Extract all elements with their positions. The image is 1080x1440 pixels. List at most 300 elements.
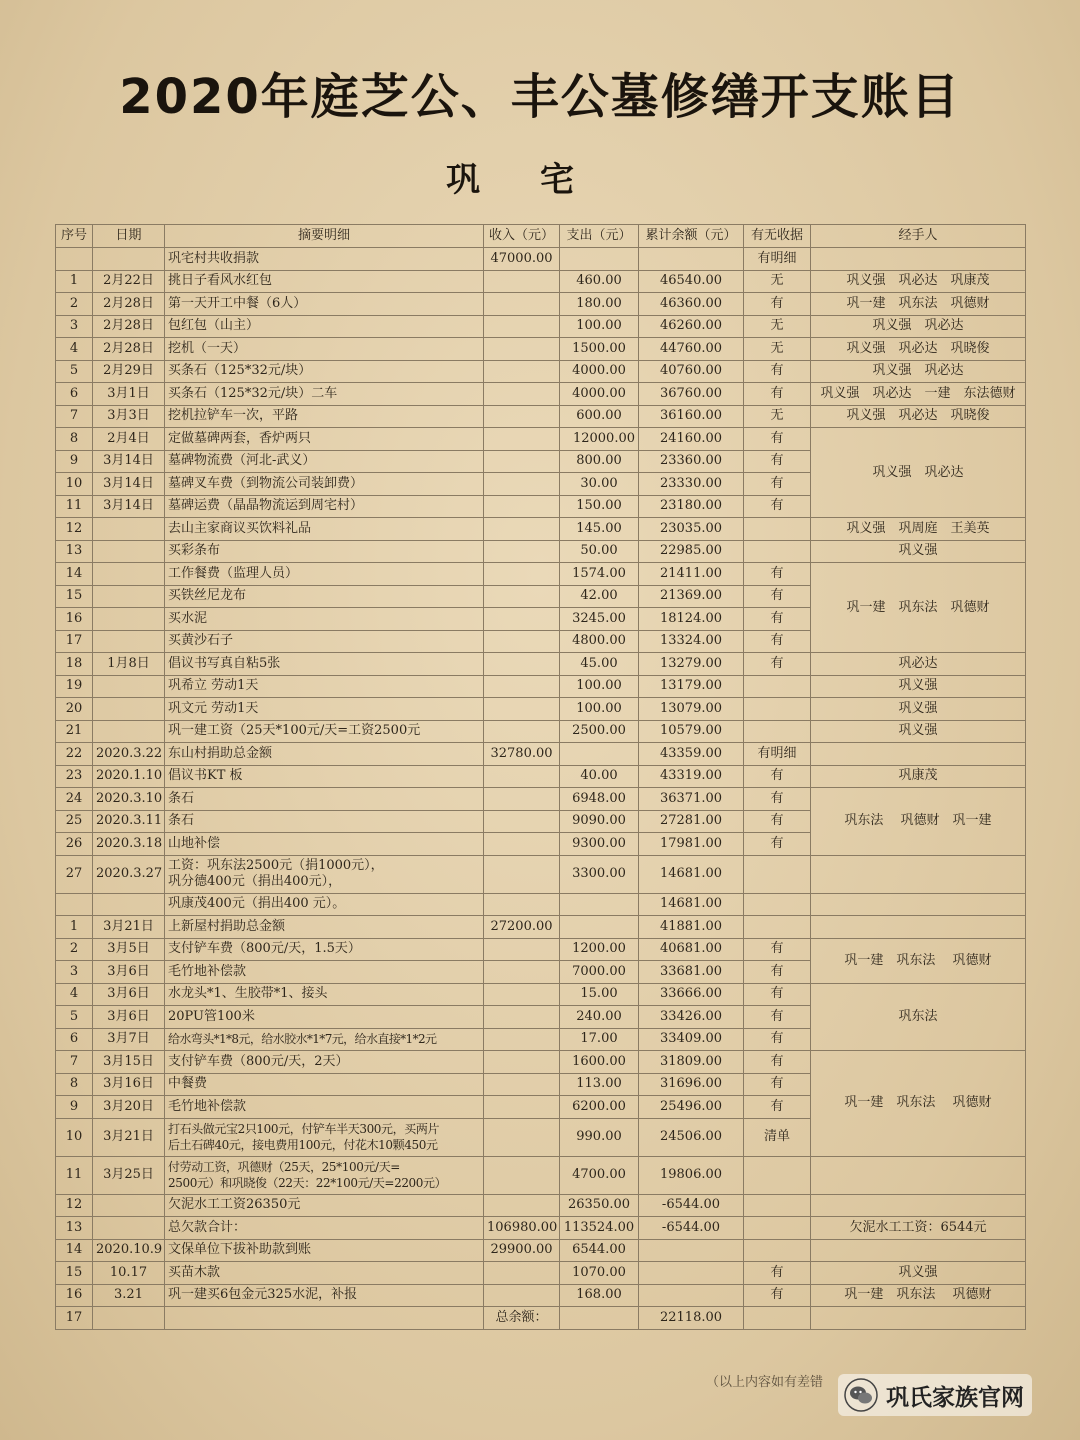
cell-expense: 1574.00 (560, 563, 639, 586)
cell-desc: 支付铲车费（800元/天，1.5天） (165, 938, 484, 961)
cell-no: 6 (56, 1028, 93, 1051)
cell-receipt: 有 (744, 428, 811, 451)
cell-balance: 36371.00 (639, 788, 744, 811)
cell-desc: 总欠款合计： (165, 1217, 484, 1240)
cell-date: 3月14日 (93, 495, 165, 518)
cell-desc: 墓碑物流费（河北-武义） (165, 450, 484, 473)
cell-no: 6 (56, 383, 93, 406)
cell-handler: 巩义强 (811, 540, 1026, 563)
cell-handler: 巩义强 巩必达 巩康茂 (811, 270, 1026, 293)
col-handler: 经手人 (811, 225, 1026, 248)
cell-balance: -6544.00 (639, 1194, 744, 1217)
col-no: 序号 (56, 225, 93, 248)
cell-desc: 买条石（125*32元/块）二车 (165, 383, 484, 406)
cell-balance: 43359.00 (639, 743, 744, 766)
cell-no: 4 (56, 338, 93, 361)
cell-no: 16 (56, 608, 93, 631)
table-row (56, 893, 1026, 916)
ledger-table (55, 224, 1026, 1330)
cell-desc: 毛竹地补偿款 (165, 1096, 484, 1119)
desc-line: 打石头做元宝2只100元，付铲车半天300元，买两片 (168, 1122, 440, 1136)
cell-desc: 巩一建工资（25天*100元/天=工资2500元 (165, 720, 484, 743)
cell-balance: 36160.00 (639, 405, 744, 428)
cell-date: 2月28日 (93, 315, 165, 338)
cell-date: 2月22日 (93, 270, 165, 293)
cell-date: 3月21日 (93, 916, 165, 939)
cell-expense: 7000.00 (560, 961, 639, 984)
cell-expense: 17.00 (560, 1028, 639, 1051)
cell-balance: 21411.00 (639, 563, 744, 586)
cell-date: 3.21 (93, 1284, 165, 1307)
cell-desc: 墓碑运费（晶晶物流运到周宅村） (165, 495, 484, 518)
table-header-row (56, 225, 1026, 248)
cell-desc: 买铁丝尼龙布 (165, 585, 484, 608)
cell-expense: 800.00 (560, 450, 639, 473)
cell-no: 17 (56, 1307, 93, 1330)
cell-balance: 33681.00 (639, 961, 744, 984)
cell-no: 13 (56, 1217, 93, 1240)
cell-no: 15 (56, 1262, 93, 1285)
table-row (56, 765, 1026, 788)
cell-handler: 巩义强 (811, 720, 1026, 743)
cell-date: 2020.3.11 (93, 810, 165, 833)
cell-desc: 去山主家商议买饮料礼品 (165, 518, 484, 541)
table-row (56, 1194, 1026, 1217)
cell-balance: 27281.00 (639, 810, 744, 833)
cell-no: 20 (56, 698, 93, 721)
cell-desc: 条石 (165, 788, 484, 811)
col-expense: 支出（元） (560, 225, 639, 248)
cell-expense: 1500.00 (560, 338, 639, 361)
cell-date: 2月28日 (93, 293, 165, 316)
table-row (56, 1284, 1026, 1307)
cell-desc: 定做墓碑两套，香炉两只 (165, 428, 484, 451)
cell-receipt: 有 (744, 1284, 811, 1307)
cell-balance: 17981.00 (639, 833, 744, 856)
cell-no: 3 (56, 961, 93, 984)
cell-no: 12 (56, 1194, 93, 1217)
table-row (56, 720, 1026, 743)
cell-no: 25 (56, 810, 93, 833)
cell-desc: 墓碑叉车费（到物流公司装卸费） (165, 473, 484, 496)
cell-no: 11 (56, 495, 93, 518)
cell-handler: 欠泥水工工资：6544元 (811, 1217, 1026, 1240)
cell-date: 3月16日 (93, 1073, 165, 1096)
cell-desc: 水龙头*1、生胶带*1、接头 (165, 983, 484, 1006)
table-row (56, 1262, 1026, 1285)
cell-balance: 18124.00 (639, 608, 744, 631)
cell-handler: 巩东法 巩德财 巩一建 (811, 788, 1026, 856)
cell-no: 11 (56, 1156, 93, 1194)
cell-receipt: 有 (744, 1073, 811, 1096)
cell-no: 13 (56, 540, 93, 563)
cell-income: 47000.00 (484, 248, 560, 271)
cell-handler: 巩东法 (811, 983, 1026, 1051)
cell-date: 2月4日 (93, 428, 165, 451)
cell-desc: 20PU管100米 (165, 1006, 484, 1029)
cell-desc: 支付铲车费（800元/天，2天） (165, 1051, 484, 1074)
cell-receipt: 有 (744, 360, 811, 383)
cell-receipt: 无 (744, 338, 811, 361)
cell-date: 3月7日 (93, 1028, 165, 1051)
cell-no: 27 (56, 855, 93, 893)
wechat-icon (844, 1378, 878, 1412)
cell-expense: 4000.00 (560, 383, 639, 406)
cell-desc: 买彩条布 (165, 540, 484, 563)
cell-balance: 33409.00 (639, 1028, 744, 1051)
cell-receipt: 有 (744, 293, 811, 316)
cell-desc: 买条石（125*32元/块） (165, 360, 484, 383)
cell-no: 24 (56, 788, 93, 811)
table-row (56, 1156, 1026, 1194)
cell-balance: 36760.00 (639, 383, 744, 406)
cell-no: 8 (56, 1073, 93, 1096)
cell-receipt: 有 (744, 983, 811, 1006)
cell-desc: 工作餐费（监理人员） (165, 563, 484, 586)
cell-handler: 巩义强 巩必达 (811, 360, 1026, 383)
cell-desc: 上新屋村捐助总金额 (165, 916, 484, 939)
cell-desc: 第一天开工中餐（6人） (165, 293, 484, 316)
cell-receipt: 有 (744, 630, 811, 653)
cell-balance: 13279.00 (639, 653, 744, 676)
table-row (56, 293, 1026, 316)
cell-date: 2020.3.10 (93, 788, 165, 811)
cell-expense: 1070.00 (560, 1262, 639, 1285)
cell-desc: 文保单位下拔补助款到账 (165, 1239, 484, 1262)
cell-date: 3月20日 (93, 1096, 165, 1119)
cell-expense: 4800.00 (560, 630, 639, 653)
table-row (56, 1217, 1026, 1240)
cell-no: 12 (56, 518, 93, 541)
cell-balance: 31809.00 (639, 1051, 744, 1074)
cell-desc: 倡议书KT 板 (165, 765, 484, 788)
cell-expense: 15.00 (560, 983, 639, 1006)
cell-expense: 4000.00 (560, 360, 639, 383)
cell-expense: 3245.00 (560, 608, 639, 631)
cell-receipt: 无 (744, 270, 811, 293)
cell-receipt: 有 (744, 608, 811, 631)
cell-expense: 600.00 (560, 405, 639, 428)
cell-receipt: 有 (744, 961, 811, 984)
page-title: 2020年庭芝公、丰公墓修缮开支账目 (119, 69, 961, 125)
cell-expense: 2500.00 (560, 720, 639, 743)
cell-expense: 45.00 (560, 653, 639, 676)
cell-date: 3月14日 (93, 473, 165, 496)
cell-desc: 挑日子看风水红包 (165, 270, 484, 293)
cell-receipt: 清单 (744, 1118, 811, 1156)
table-row (56, 540, 1026, 563)
cell-no: 7 (56, 1051, 93, 1074)
cell-desc: 巩宅村共收捐款 (165, 248, 484, 271)
table-row (56, 360, 1026, 383)
cell-receipt: 有 (744, 473, 811, 496)
desc-line: 工资：巩东法2500元（捐1000元）， (168, 858, 384, 873)
cell-desc: 中餐费 (165, 1073, 484, 1096)
table-row (56, 563, 1026, 586)
cell-balance: 44760.00 (639, 338, 744, 361)
cell-desc (165, 1118, 484, 1156)
cell-expense: 1200.00 (560, 938, 639, 961)
cell-date: 10.17 (93, 1262, 165, 1285)
cell-no: 14 (56, 1239, 93, 1262)
cell-expense: 990.00 (560, 1118, 639, 1156)
cell-receipt: 有 (744, 495, 811, 518)
cell-balance: 14681.00 (639, 893, 744, 916)
table-row (56, 383, 1026, 406)
cell-no: 14 (56, 563, 93, 586)
cell-no: 23 (56, 765, 93, 788)
cell-date: 2020.3.18 (93, 833, 165, 856)
table-row (56, 315, 1026, 338)
table-row (56, 788, 1026, 811)
footer-note: （以上内容如有差错 (706, 1375, 824, 1390)
cell-receipt: 有 (744, 1051, 811, 1074)
cell-income: 106980.00 (484, 1217, 560, 1240)
cell-date: 3月5日 (93, 938, 165, 961)
cell-balance: 13079.00 (639, 698, 744, 721)
cell-handler: 巩一建 巩东法 巩德财 (811, 938, 1026, 983)
cell-expense: 100.00 (560, 675, 639, 698)
cell-balance: 23180.00 (639, 495, 744, 518)
cell-balance: 22118.00 (639, 1307, 744, 1330)
cell-expense: 30.00 (560, 473, 639, 496)
cell-desc: 东山村捐助总金额 (165, 743, 484, 766)
table-row (56, 743, 1026, 766)
table-row (56, 518, 1026, 541)
cell-no: 3 (56, 315, 93, 338)
cell-receipt: 有 (744, 1262, 811, 1285)
cell-balance: 40681.00 (639, 938, 744, 961)
cell-no: 21 (56, 720, 93, 743)
cell-desc: 山地补偿 (165, 833, 484, 856)
cell-balance: 13324.00 (639, 630, 744, 653)
cell-date: 3月25日 (93, 1156, 165, 1194)
cell-no: 10 (56, 1118, 93, 1156)
cell-balance: 46360.00 (639, 293, 744, 316)
cell-date: 3月6日 (93, 983, 165, 1006)
table-row (56, 983, 1026, 1006)
cell-receipt: 有 (744, 765, 811, 788)
cell-expense: 26350.00 (560, 1194, 639, 1217)
cell-balance: 22985.00 (639, 540, 744, 563)
cell-handler: 巩义强 巩必达 一建 东法德财 (811, 383, 1026, 406)
cell-desc: 挖机（一天） (165, 338, 484, 361)
cell-handler: 巩义强 巩必达 巩晓俊 (811, 338, 1026, 361)
cell-no: 4 (56, 983, 93, 1006)
cell-desc: 给水弯头*1*8元，给水胶水*1*7元，给水直接*1*2元 (165, 1028, 484, 1051)
cell-receipt: 有 (744, 938, 811, 961)
cell-no: 5 (56, 1006, 93, 1029)
table-row (56, 338, 1026, 361)
table-row (56, 428, 1026, 451)
cell-expense: 50.00 (560, 540, 639, 563)
cell-handler: 巩康茂 (811, 765, 1026, 788)
cell-handler: 巩义强 巩必达 (811, 428, 1026, 518)
cell-balance: 23330.00 (639, 473, 744, 496)
cell-desc: 买水泥 (165, 608, 484, 631)
cell-handler: 巩一建 巩东法 巩德财 (811, 1051, 1026, 1157)
table-row (56, 1307, 1026, 1330)
table-row (56, 653, 1026, 676)
cell-receipt: 有明细 (744, 743, 811, 766)
cell-desc (165, 855, 484, 893)
cell-date: 3月3日 (93, 405, 165, 428)
cell-expense: 460.00 (560, 270, 639, 293)
cell-no: 15 (56, 585, 93, 608)
cell-receipt: 无 (744, 405, 811, 428)
cell-handler: 巩一建 巩东法 巩德财 (811, 293, 1026, 316)
cell-desc: 巩康茂400元（捐出400 元）。 (165, 893, 484, 916)
table-row (56, 248, 1026, 271)
cell-receipt: 有 (744, 1096, 811, 1119)
cell-receipt: 有 (744, 383, 811, 406)
table-row (56, 405, 1026, 428)
cell-balance: 31696.00 (639, 1073, 744, 1096)
cell-handler: 巩义强 (811, 698, 1026, 721)
col-desc: 摘要明细 (165, 225, 484, 248)
cell-desc: 巩一建买6包金元325水泥，补报 (165, 1284, 484, 1307)
cell-receipt: 无 (744, 315, 811, 338)
cell-receipt: 有 (744, 788, 811, 811)
cell-expense: 240.00 (560, 1006, 639, 1029)
table-row (56, 1239, 1026, 1262)
cell-expense: 113.00 (560, 1073, 639, 1096)
cell-date: 1月8日 (93, 653, 165, 676)
cell-desc: 买苗木款 (165, 1262, 484, 1285)
table-row (56, 675, 1026, 698)
cell-handler: 巩义强 巩必达 巩晓俊 (811, 405, 1026, 428)
cell-handler: 巩义强 巩周庭 王美英 (811, 518, 1026, 541)
cell-desc: 买黄沙石子 (165, 630, 484, 653)
cell-receipt: 有 (744, 653, 811, 676)
cell-expense: 150.00 (560, 495, 639, 518)
cell-no: 17 (56, 630, 93, 653)
cell-balance: 24506.00 (639, 1118, 744, 1156)
cell-expense: 40.00 (560, 765, 639, 788)
cell-no: 5 (56, 360, 93, 383)
desc-line: 后土石碑40元，接电费用100元，付花木10颗450元 (168, 1138, 438, 1152)
cell-expense: 6200.00 (560, 1096, 639, 1119)
cell-balance: 43319.00 (639, 765, 744, 788)
cell-handler: 巩义强 (811, 675, 1026, 698)
cell-receipt: 有 (744, 450, 811, 473)
cell-expense: 9090.00 (560, 810, 639, 833)
cell-balance: 19806.00 (639, 1156, 744, 1194)
cell-desc: 倡议书写真自粘5张 (165, 653, 484, 676)
cell-expense: 180.00 (560, 293, 639, 316)
cell-income: 32780.00 (484, 743, 560, 766)
cell-date: 2020.3.27 (93, 855, 165, 893)
col-receipt: 有无收据 (744, 225, 811, 248)
cell-date: 2月28日 (93, 338, 165, 361)
cell-balance: 40760.00 (639, 360, 744, 383)
cell-balance: 23360.00 (639, 450, 744, 473)
cell-receipt: 有 (744, 563, 811, 586)
cell-balance: 24160.00 (639, 428, 744, 451)
cell-desc: 挖机拉铲车一次，平路 (165, 405, 484, 428)
cell-receipt: 有 (744, 810, 811, 833)
cell-income: 27200.00 (484, 916, 560, 939)
cell-date: 3月15日 (93, 1051, 165, 1074)
cell-no: 1 (56, 916, 93, 939)
table-row (56, 1051, 1026, 1074)
cell-expense: 12000.00 (560, 428, 639, 451)
cell-date: 2020.1.10 (93, 765, 165, 788)
cell-date: 3月6日 (93, 961, 165, 984)
cell-no: 22 (56, 743, 93, 766)
cell-balance: 21369.00 (639, 585, 744, 608)
cell-receipt: 有明细 (744, 248, 811, 271)
cell-date: 3月6日 (93, 1006, 165, 1029)
table-row (56, 270, 1026, 293)
cell-receipt: 有 (744, 585, 811, 608)
cell-balance: 10579.00 (639, 720, 744, 743)
cell-expense: 3300.00 (560, 855, 639, 893)
cell-balance: 46540.00 (639, 270, 744, 293)
cell-desc: 巩希立 劳动1天 (165, 675, 484, 698)
cell-no: 18 (56, 653, 93, 676)
cell-no: 16 (56, 1284, 93, 1307)
cell-balance: 23035.00 (639, 518, 744, 541)
cell-expense: 145.00 (560, 518, 639, 541)
cell-no: 10 (56, 473, 93, 496)
watermark-text: 巩氏家族官网 (886, 1384, 1024, 1411)
cell-date: 3月21日 (93, 1118, 165, 1156)
cell-balance: 25496.00 (639, 1096, 744, 1119)
cell-handler: 巩一建 巩东法 巩德财 (811, 1284, 1026, 1307)
cell-balance: 46260.00 (639, 315, 744, 338)
cell-balance: 41881.00 (639, 916, 744, 939)
cell-no: 2 (56, 293, 93, 316)
cell-handler: 巩必达 (811, 653, 1026, 676)
cell-desc: 巩文元 劳动1天 (165, 698, 484, 721)
cell-no: 7 (56, 405, 93, 428)
cell-no: 9 (56, 1096, 93, 1119)
col-income: 收入（元） (484, 225, 560, 248)
cell-desc: 条石 (165, 810, 484, 833)
cell-expense: 4700.00 (560, 1156, 639, 1194)
cell-handler: 巩一建 巩东法 巩德财 (811, 563, 1026, 653)
cell-total-label: 总余额： (484, 1307, 560, 1330)
cell-receipt: 有 (744, 833, 811, 856)
cell-receipt: 有 (744, 1028, 811, 1051)
desc-line: 付劳动工资，巩德财（25天，25*100元/天= (168, 1160, 400, 1174)
section-subtitle: 巩宅 (446, 160, 634, 200)
cell-no: 8 (56, 428, 93, 451)
cell-balance: 33666.00 (639, 983, 744, 1006)
desc-line: 2500元）和巩晓俊（22天：22*100元/天=2200元） (168, 1176, 447, 1190)
col-balance: 累计余额（元） (639, 225, 744, 248)
cell-date: 2020.10.9 (93, 1239, 165, 1262)
cell-date: 3月14日 (93, 450, 165, 473)
cell-desc: 包红包（山主） (165, 315, 484, 338)
cell-date: 3月1日 (93, 383, 165, 406)
cell-expense: 113524.00 (560, 1217, 639, 1240)
cell-handler: 巩义强 巩必达 (811, 315, 1026, 338)
cell-no: 26 (56, 833, 93, 856)
cell-desc (165, 1156, 484, 1194)
cell-expense: 9300.00 (560, 833, 639, 856)
table-row (56, 938, 1026, 961)
cell-expense: 1600.00 (560, 1051, 639, 1074)
cell-expense: 6948.00 (560, 788, 639, 811)
watermark (838, 1374, 1032, 1416)
cell-balance: 14681.00 (639, 855, 744, 893)
cell-income: 29900.00 (484, 1239, 560, 1262)
cell-no: 2 (56, 938, 93, 961)
cell-handler: 巩义强 (811, 1262, 1026, 1285)
cell-date: 2月29日 (93, 360, 165, 383)
